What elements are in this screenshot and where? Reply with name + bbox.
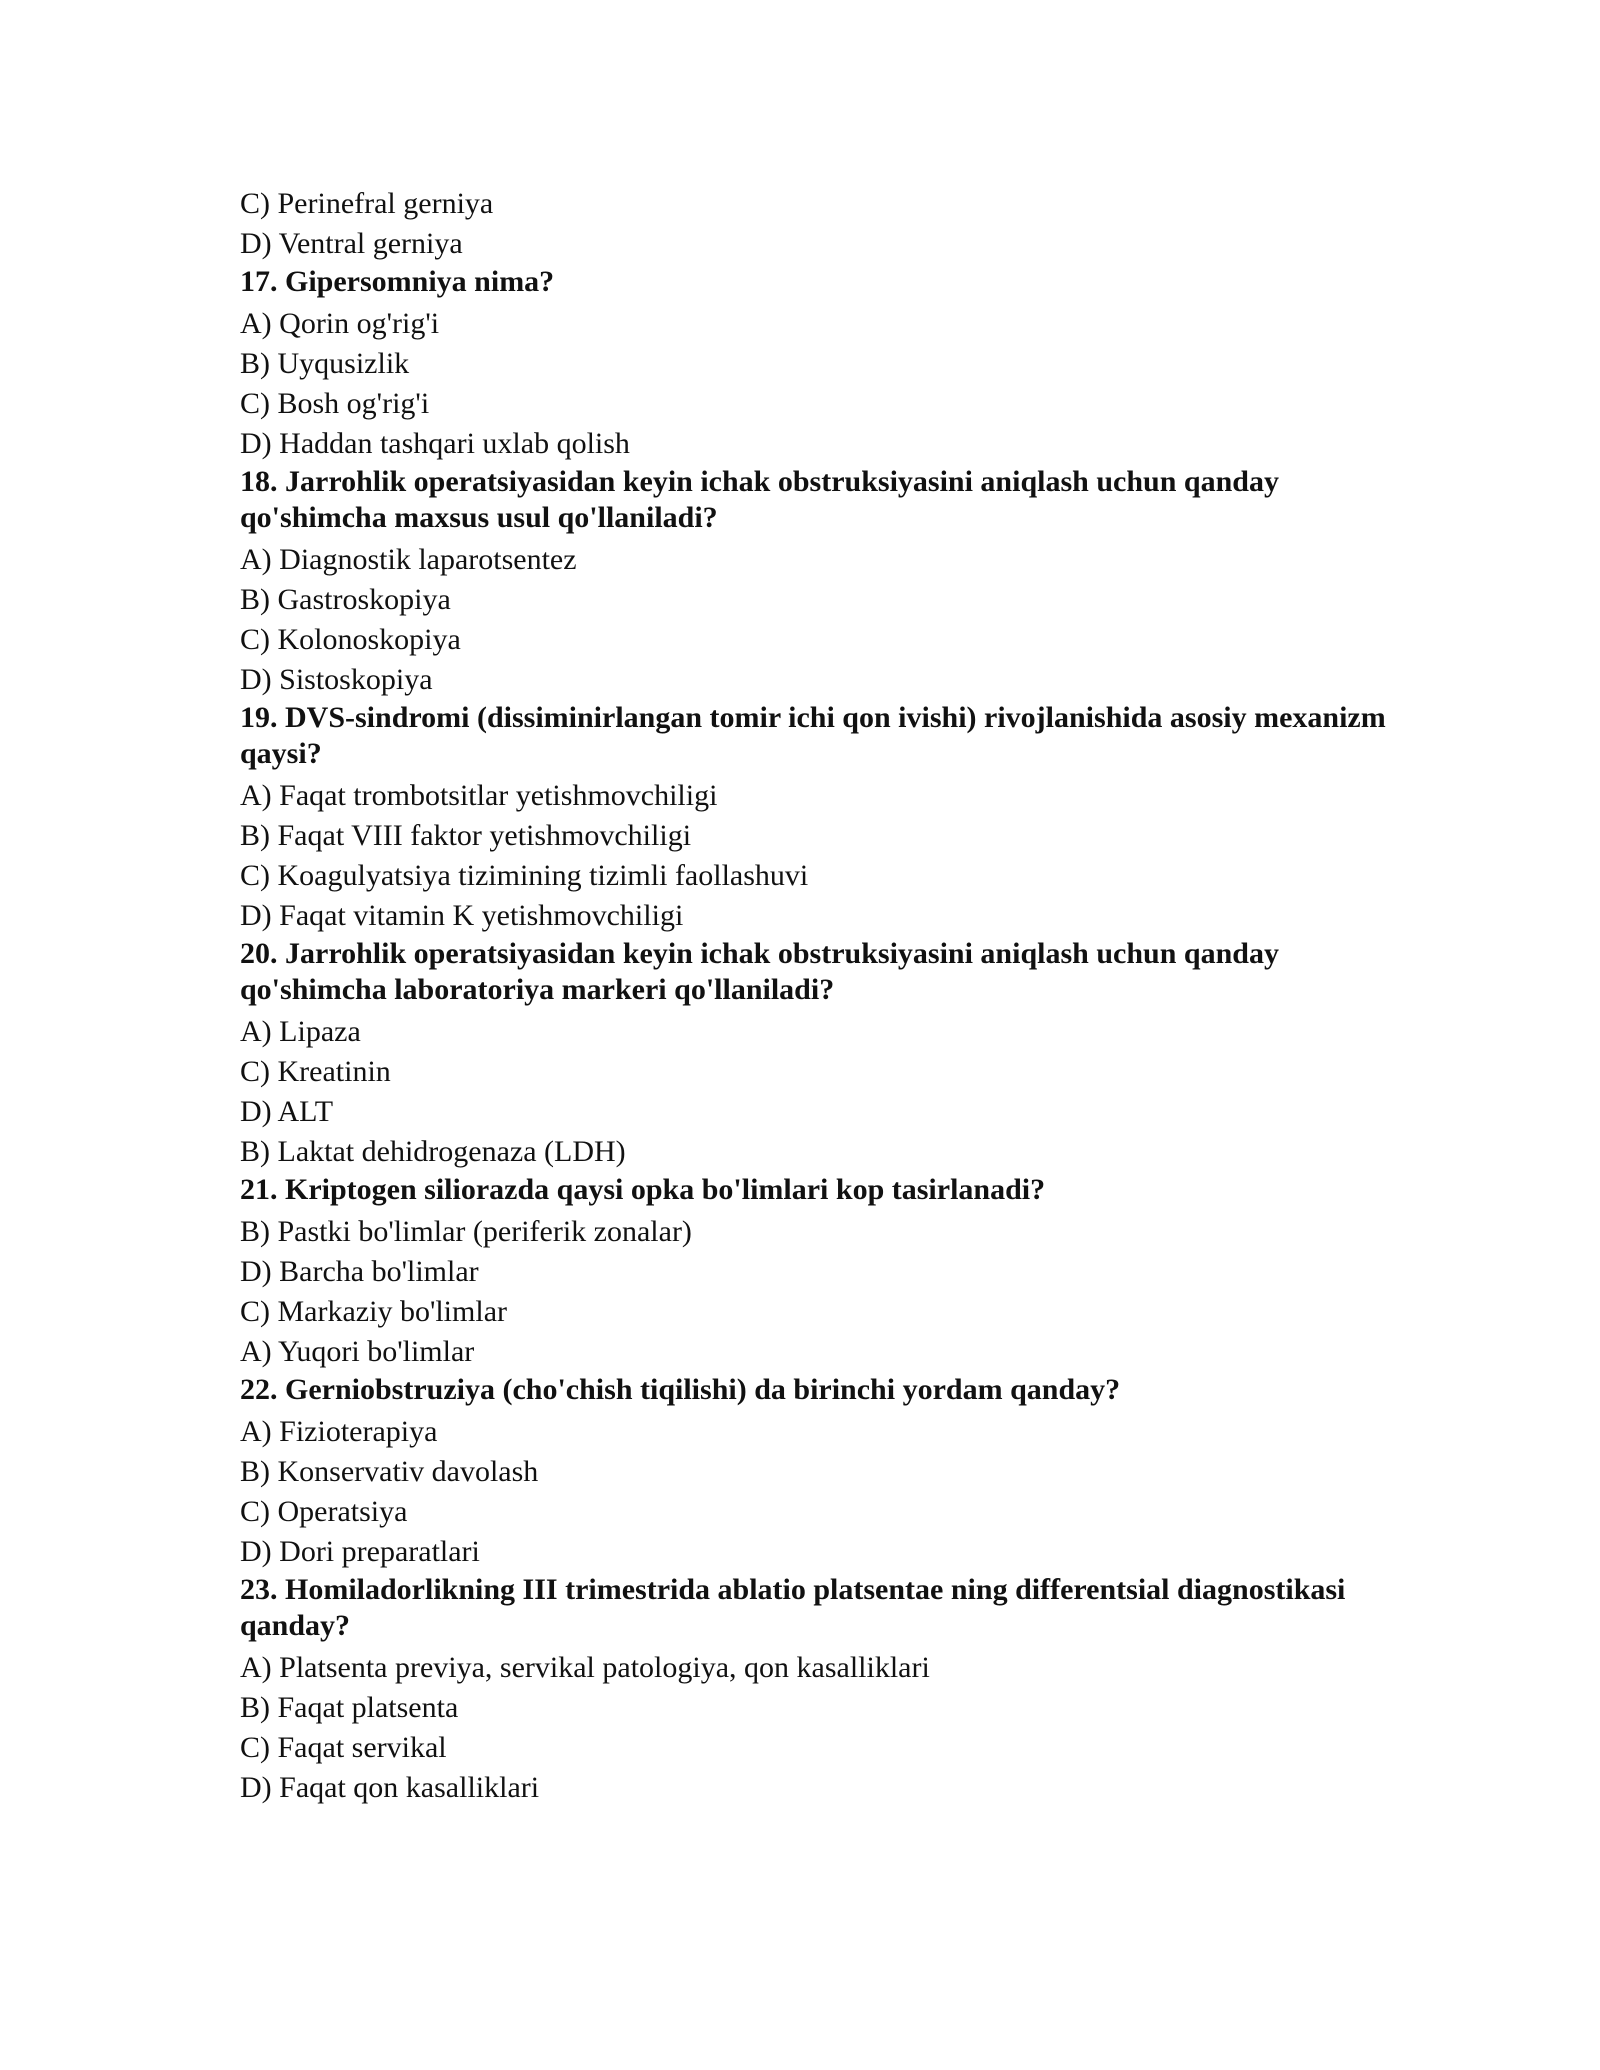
answer-option: B) Pastki bo'limlar (periferik zonalar): [240, 1215, 692, 1248]
options-23: [240, 1648, 1420, 1808]
answer-option: A) Yuqori bo'limlar: [240, 1335, 475, 1368]
question-text: 17. Gipersomniya nima?: [240, 265, 555, 298]
answer-option: A) Faqat trombotsitlar yetishmovchiligi: [240, 779, 718, 812]
answer-option: D) Barcha bo'limlar: [240, 1255, 479, 1288]
answer-option: B) Gastroskopiya: [240, 583, 451, 616]
question-text: 19. DVS-sindromi (dissiminirlangan tomir ichi qon ivishi) rivojlanishida asosiy mexanizm qaysi?: [240, 701, 1394, 770]
answer-option: C) Kreatinin: [240, 1055, 391, 1088]
question-20: [240, 936, 1420, 1008]
lead-options: [240, 184, 1420, 264]
question-17: [240, 264, 1420, 300]
options-19: [240, 776, 1420, 936]
options-17: [240, 304, 1420, 464]
question-22: [240, 1372, 1420, 1408]
answer-option: D) Faqat qon kasalliklari: [240, 1771, 540, 1804]
question-21: [240, 1172, 1420, 1208]
answer-option: B) Faqat VIII faktor yetishmovchiligi: [240, 819, 692, 852]
answer-option: A) Qorin og'rig'i: [240, 307, 440, 340]
answer-option: C) Koagulyatsiya tizimining tizimli faollashuvi: [240, 859, 809, 892]
answer-option: D) Haddan tashqari uxlab qolish: [240, 427, 630, 460]
question-text: 20. Jarrohlik operatsiyasidan keyin ichak obstruksiyasini aniqlash uchun qanday qo'shimcha laboratoriya markeri qo'llaniladi?: [240, 937, 1287, 1006]
page-content: [240, 184, 1420, 1808]
answer-option: B) Faqat platsenta: [240, 1691, 459, 1724]
question-text: 18. Jarrohlik operatsiyasidan keyin ichak obstruksiyasini aniqlash uchun qanday qo'shimcha maxsus usul qo'llaniladi?: [240, 465, 1287, 534]
question-text: 23. Homiladorlikning III trimestrida ablatio platsentae ning differentsial diagnostikasi qanday?: [240, 1573, 1353, 1642]
answer-option: B) Uyqusizlik: [240, 347, 410, 380]
answer-option: D) Ventral gerniya: [240, 227, 463, 260]
question-18: [240, 464, 1420, 536]
answer-option: C) Markaziy bo'limlar: [240, 1295, 507, 1328]
options-22: [240, 1412, 1420, 1572]
answer-option: B) Konservativ davolash: [240, 1455, 539, 1488]
answer-option: B) Laktat dehidrogenaza (LDH): [240, 1135, 626, 1168]
question-text: 22. Gerniobstruziya (cho'chish tiqilishi) da birinchi yordam qanday?: [240, 1373, 1121, 1406]
answer-option: C) Faqat servikal: [240, 1731, 447, 1764]
options-18: [240, 540, 1420, 700]
answer-option: A) Platsenta previya, servikal patologiya, qon kasalliklari: [240, 1651, 930, 1684]
answer-option: C) Bosh og'rig'i: [240, 387, 430, 420]
answer-option: A) Fizioterapiya: [240, 1415, 438, 1448]
answer-option: D) ALT: [240, 1095, 334, 1128]
options-20: [240, 1012, 1420, 1172]
answer-option: C) Perinefral gerniya: [240, 187, 494, 220]
answer-option: C) Operatsiya: [240, 1495, 408, 1528]
answer-option: C) Kolonoskopiya: [240, 623, 461, 656]
question-19: [240, 700, 1420, 772]
answer-option: D) Sistoskopiya: [240, 663, 433, 696]
answer-option: A) Diagnostik laparotsentez: [240, 543, 577, 576]
options-21: [240, 1212, 1420, 1372]
answer-option: D) Faqat vitamin K yetishmovchiligi: [240, 899, 684, 932]
answer-option: A) Lipaza: [240, 1015, 361, 1048]
answer-option: D) Dori preparatlari: [240, 1535, 480, 1568]
question-23: [240, 1572, 1420, 1644]
question-text: 21. Kriptogen siliorazda qaysi opka bo'limlari kop tasirlanadi?: [240, 1173, 1046, 1206]
